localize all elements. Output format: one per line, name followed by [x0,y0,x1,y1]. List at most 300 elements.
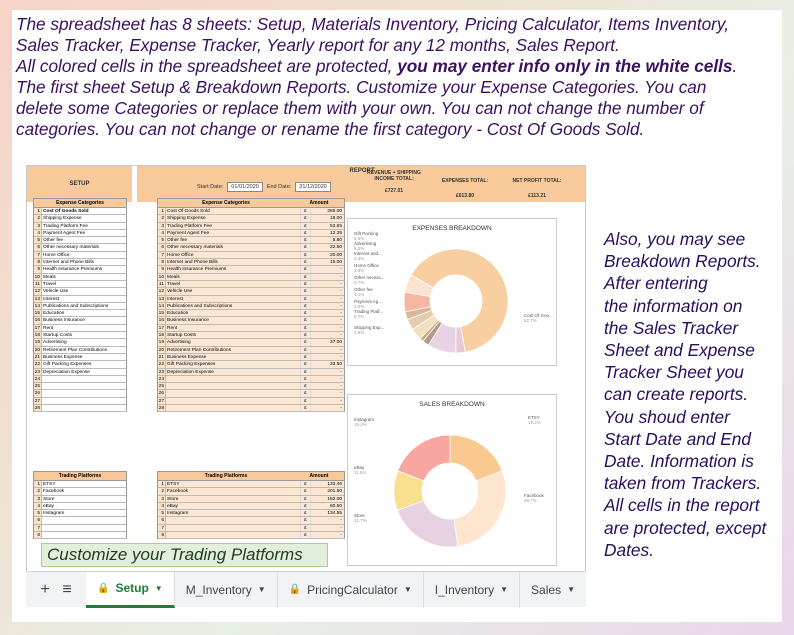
chart-label-name: Other necess... [354,275,385,280]
row-number: 9 [34,266,42,272]
tab-sales[interactable] [520,572,586,608]
chevron-down-icon[interactable]: ▼ [567,585,575,594]
report-expense-row [158,230,345,237]
report-expense-row [158,317,345,324]
expenses-donut [348,219,558,367]
side-note-line: You shoud enter [604,406,730,427]
cell-text [166,517,300,523]
cell-text: Business Insurance [166,317,300,323]
row-number: 2 [158,215,166,221]
end-date-input[interactable]: 31/12/2020 [295,182,331,192]
cell-text[interactable]: Health Insurance Premiums [43,267,103,273]
setup-expense-row[interactable] [34,252,127,259]
all-sheets-menu-icon[interactable]: ≡ [62,580,72,598]
row-number: 4 [158,230,166,236]
row-number: 6 [158,244,166,250]
tab-setup[interactable] [86,572,175,608]
row-number: 6 [34,517,42,523]
cell-text[interactable]: Startup Costs [43,333,73,339]
cell-amount: - [310,332,344,338]
currency-symbol: £ [300,361,310,367]
row-number: 10 [34,274,40,280]
setup-expense-row[interactable] [34,215,127,222]
sales-chart [347,394,557,566]
row-number: 7 [34,252,42,258]
setup-expense-row[interactable] [34,244,127,251]
row-number: 2 [34,215,42,221]
report-expense-row [158,252,345,259]
cell-text[interactable]: Cost Of Goods Sold [43,209,89,214]
report-expense-row [158,237,345,244]
cell-text[interactable]: Meals [43,274,56,280]
report-expense-row [158,376,345,383]
currency-symbol: £ [300,525,310,531]
cell-text: Shipping Expense [166,215,300,221]
row-number: 4 [158,503,166,509]
row-number: 26 [158,391,164,397]
cell-text[interactable]: Other fee [43,238,63,244]
chart-label-value: 3.3% [354,268,365,273]
chart-label-name: eBay [354,465,365,470]
cell-text: Startup Costs [166,332,300,338]
cell-text: Vehicle Use [166,288,300,294]
revenue-label: REVENUE + SHIPPING INCOME TOTAL: [367,170,421,182]
row-number: 3 [158,496,166,502]
row-number: 14 [34,303,40,309]
currency-symbol: £ [300,303,310,309]
report-platform-table [157,471,345,539]
chart-label-name: Cost Of Goo... [524,313,553,318]
cell-text[interactable]: Depreciation Expense [43,369,90,375]
chart-label-name: Trading Platf... [354,309,384,314]
setup-platform-row[interactable] [34,510,127,517]
cell-amount: 133.46 [310,481,344,487]
cell-text: Internet and Phone Bills [166,259,300,265]
cell-amount: - [310,325,344,331]
cell-text[interactable] [42,376,126,382]
cell-text[interactable] [42,398,126,404]
report-expense-row [158,244,345,251]
cell-text[interactable]: Facebook [43,489,65,495]
start-date-label: Start Date: [197,184,224,190]
setup-expense-row[interactable] [34,317,127,324]
intro-line: The spreadsheet has 8 sheets: Setup, Materials Inventory, Pricing Calculator, Items Inventory, [16,14,729,34]
currency-symbol: £ [300,296,310,302]
setup-platform-row[interactable] [34,525,127,532]
currency-symbol: £ [300,281,310,287]
setup-expense-row[interactable] [34,230,127,237]
chart-label-name: Advertising [354,241,377,246]
chart-label-name: Facebook [524,493,544,498]
currency-symbol: £ [300,390,310,396]
cell-text[interactable]: Store [43,496,55,502]
tab-label: Setup [115,581,149,595]
setup-platform-row[interactable] [34,481,127,488]
tab-i-inventory[interactable] [424,572,520,608]
profit-total [502,178,572,199]
chart-label-value: 1.1% [354,292,365,297]
chart-label [354,251,382,261]
cell-text: Meals [166,274,300,280]
setup-expense-row[interactable] [34,303,127,310]
row-number: 8 [158,259,166,265]
setup-expense-row[interactable] [34,310,127,317]
chart-label-value: 21.7% [354,518,367,523]
setup-expense-row[interactable] [34,237,127,244]
tab-pricing-calculator[interactable] [278,572,424,608]
chart-label [354,325,384,335]
row-number: 2 [158,488,166,494]
chart-label-name: Other fee [354,287,373,292]
expenses-chart-title: EXPENSES BREAKDOWN [412,225,492,232]
cell-text [166,376,300,382]
cell-amount: - [310,310,344,316]
intro-line-bold: you may enter info only in the white cells [397,56,733,76]
report-platform-amount-col: Amount [309,473,329,479]
cell-text[interactable]: Publications and Subscriptions [43,303,109,309]
spreadsheet-view[interactable] [26,165,586,605]
report-expense-row [158,303,345,310]
row-number: 21 [158,354,164,360]
donut-slice [398,435,450,481]
report-platform-row [158,503,345,510]
cell-text[interactable]: eBay [43,503,54,509]
chart-label-value: 3.7% [354,280,365,285]
setup-expense-row[interactable] [34,339,127,346]
report-expense-header [158,199,345,208]
cell-amount: - [310,266,344,272]
setup-expense-row[interactable] [34,281,127,288]
chart-label-value: 6.0% [354,246,365,251]
setup-expense-row[interactable] [34,405,127,412]
side-note-line: Also, you may see [604,229,746,249]
chart-label [524,313,553,323]
chart-label [354,417,374,427]
row-number: 11 [159,281,164,287]
cell-amount: 385.00 [310,208,344,214]
cell-text: Cost Of Goods Sold [166,208,300,214]
cell-amount: 152.00 [310,496,344,502]
cell-text[interactable]: Business Insurance [43,318,85,324]
currency-symbol: £ [300,532,310,538]
side-note-line: Dates. [604,539,654,560]
cell-amount: 15.00 [310,259,344,265]
currency-symbol: £ [300,310,310,316]
row-number: 8 [34,259,42,265]
row-number: 20 [34,347,40,353]
setup-expense-row[interactable] [34,223,127,230]
setup-platform-row[interactable] [34,496,127,503]
cell-text[interactable] [42,532,126,538]
chart-label-value: 2.0% [354,304,365,309]
row-number: 20 [158,347,164,353]
revenue-value: £727.01 [384,188,404,194]
row-number: 21 [34,354,40,360]
report-expense-row [158,347,345,354]
sheet-tabs-bar [26,571,586,607]
setup-expense-row[interactable] [34,266,127,273]
cell-text[interactable]: Other necessary materials [43,245,99,251]
cell-text[interactable]: Vehicle Use [43,289,69,295]
cell-text: eBay [166,503,300,509]
revenue-total [359,170,429,194]
row-number: 27 [158,398,164,404]
row-number: 7 [158,252,166,258]
start-date-input[interactable]: 01/01/2020 [227,182,263,192]
cell-text: Travel [166,281,300,287]
intro-line-part: All colored cells in the spreadsheet are protected, [16,56,398,76]
row-number: 12 [34,289,40,295]
row-number: 1 [34,208,42,214]
cell-amount: - [310,296,344,302]
row-number: 15 [158,311,164,317]
setup-expense-row[interactable] [34,332,127,339]
setup-expense-row[interactable] [34,361,127,368]
report-expense-row [158,369,345,376]
customize-platforms-note: Customize your Trading Platforms [41,543,328,567]
row-number: 3 [158,223,166,229]
cell-amount: - [310,354,344,360]
setup-expense-row[interactable] [34,259,127,266]
side-note [604,228,790,561]
currency-symbol: £ [300,510,310,516]
setup-platform-table [33,471,127,539]
cell-amount: - [310,369,344,375]
add-sheet-icon[interactable]: + [40,580,50,598]
report-expense-row [158,274,345,281]
cell-text[interactable]: Travel [43,281,57,287]
currency-symbol: £ [300,376,310,382]
setup-platform-row[interactable] [34,532,127,539]
row-number: 19 [34,340,40,346]
cell-text: Other fee [166,237,300,243]
cell-amount: 53.65 [310,223,344,229]
cell-text: ETSY [166,481,300,487]
setup-expense-row[interactable] [34,369,127,376]
currency-symbol: £ [300,244,310,250]
cell-text[interactable]: Home Office [43,252,70,258]
row-number: 9 [158,266,166,272]
row-number: 6 [34,244,42,250]
report-platform-row [158,481,345,488]
cell-amount: 201.50 [310,488,344,494]
row-number: 18 [158,333,164,339]
setup-platform-header: Trading Platforms [34,472,127,481]
currency-symbol: £ [300,488,310,494]
cell-text[interactable]: Internet and Phone Bills [43,260,94,266]
chart-label-value: 2.9% [354,330,365,335]
cell-text[interactable]: Trading Platform Fee [43,223,88,229]
side-note-line: Breakdown Reports. [604,251,761,272]
row-number: 7 [34,525,42,531]
cell-amount: 18.00 [310,215,344,221]
chart-label-value: 11.5% [354,470,367,475]
report-expense-row [158,405,345,412]
side-note-line: Start Date and End [604,428,751,449]
currency-symbol: £ [300,339,310,345]
currency-symbol: £ [300,383,310,389]
setup-expense-row[interactable] [34,383,127,390]
report-expense-row [158,288,345,295]
row-number: 3 [34,223,42,229]
chart-label-name: ETSY [528,415,540,420]
cell-text[interactable]: Shipping Expense [43,216,82,222]
row-number: 26 [34,391,40,397]
setup-expense-row[interactable] [34,288,127,295]
row-number: 25 [158,384,164,390]
currency-symbol: £ [300,398,310,404]
cell-text: Store [166,496,300,502]
cell-text[interactable]: Education [43,311,65,317]
expenses-chart [347,218,557,366]
cell-amount: - [310,525,344,531]
report-expense-table [157,198,345,412]
chart-label-name: Store [354,513,365,518]
cell-text[interactable]: Instagram [43,511,65,517]
row-number: 5 [34,510,42,516]
cell-text[interactable]: Payment Agent Fee [43,230,86,236]
report-title: REPORT [349,168,375,174]
setup-platform-row[interactable] [34,488,127,495]
report-expense-row [158,325,345,332]
row-number: 28 [158,406,164,412]
setup-expense-row[interactable] [34,376,127,383]
chart-label-name: Payment Ag... [354,299,383,304]
setup-platform-row[interactable] [34,517,127,524]
row-number: 1 [158,481,166,487]
row-number: 8 [158,532,166,538]
expenses-label: EXPENSES TOTAL: [441,178,489,184]
row-number: 1 [158,208,166,214]
setup-expense-row[interactable] [34,296,127,303]
cell-text: Other necessary materials [166,244,300,250]
currency-symbol: £ [300,252,310,258]
setup-expense-row[interactable] [34,354,127,361]
row-number: 28 [34,406,40,412]
cell-text[interactable] [42,383,126,389]
currency-symbol: £ [300,503,310,509]
row-number: 27 [34,398,40,404]
intro-line [16,56,786,77]
report-expense-row [158,208,345,215]
setup-expense-row[interactable] [34,347,127,354]
cell-text[interactable] [42,390,126,396]
setup-platform-row[interactable] [34,503,127,510]
side-note-line: Tracker Sheet you [604,362,744,383]
cell-text[interactable]: Advertising [43,340,67,346]
cell-text[interactable] [42,405,126,411]
report-expense-row [158,215,345,222]
row-number: 2 [34,488,42,494]
chevron-down-icon[interactable]: ▼ [154,583,163,593]
cell-amount: - [310,532,344,538]
chart-label [528,415,541,425]
cell-amount: - [310,390,344,396]
currency-symbol: £ [300,332,310,338]
intro-text [16,14,786,140]
setup-expense-row[interactable] [34,325,127,332]
setup-expense-row[interactable] [34,390,127,397]
cell-amount: - [310,376,344,382]
cell-text[interactable]: Retirement Plan Contributions [43,347,107,353]
setup-expense-row[interactable] [34,208,127,215]
cell-text[interactable]: Gift Packing Expenses [43,362,92,368]
currency-symbol: £ [300,354,310,360]
side-note-line: can create reports. [604,384,749,405]
report-expense-row [158,223,345,230]
currency-symbol: £ [300,405,310,411]
report-header [137,166,586,202]
cell-text[interactable] [42,517,126,523]
chevron-down-icon[interactable]: ▼ [257,585,266,594]
row-number: 6 [158,517,166,523]
tab-label: I_Inventory [434,582,495,597]
chart-label [354,263,379,273]
cell-amount: - [310,347,344,353]
row-number: 12 [158,289,164,295]
chart-label-value: 62.7% [524,318,537,323]
report-expense-row [158,361,345,368]
expenses-value: £613.80 [455,193,475,199]
cell-amount: 33.50 [310,361,344,367]
intro-line: Sales Tracker, Expense Tracker, Yearly report for any 12 months, Sales Report. [16,35,620,55]
cell-text: Instagram [166,510,300,516]
chart-label [354,299,382,309]
cell-text[interactable] [42,525,126,531]
row-number: 13 [34,296,40,302]
tab-label: M_Inventory [185,582,252,597]
cell-text[interactable]: Rent [43,325,54,331]
cell-amount: - [310,398,344,404]
side-note-line: All cells in the report [604,495,760,516]
row-number: 11 [35,281,40,287]
row-number: 16 [158,318,164,324]
chevron-down-icon[interactable]: ▼ [403,585,412,594]
chevron-down-icon[interactable]: ▼ [500,585,509,594]
profit-label: NET PROFIT TOTAL: [512,178,562,184]
cell-text: Education [166,310,300,316]
currency-symbol: £ [300,369,310,375]
setup-expense-table [33,198,127,412]
chart-label [354,231,378,241]
report-platform-header [158,472,345,481]
cell-text[interactable]: ETSY [43,482,56,487]
tab-m-inventory[interactable] [175,572,278,608]
chart-label-name: Internet and... [354,251,382,256]
cell-text [166,532,300,538]
cell-text [166,525,300,531]
cell-text[interactable]: Business Expense [43,354,83,360]
currency-symbol: £ [300,481,310,487]
chart-label-value: 5.5% [354,236,365,241]
row-number: 15 [34,311,40,317]
row-number: 22 [158,362,164,368]
report-expense-row [158,266,345,273]
side-note-line: taken from Trackers. [604,473,762,494]
currency-symbol: £ [300,230,310,236]
report-expense-row [158,383,345,390]
setup-expense-header: Expense Categories [34,199,127,208]
cell-text[interactable]: Interest [43,296,59,302]
row-number: 14 [158,303,164,309]
setup-expense-row[interactable] [34,398,127,405]
report-expense-row [158,354,345,361]
cell-text: Interest [166,296,300,302]
currency-symbol: £ [300,317,310,323]
setup-expense-row[interactable] [34,274,127,281]
date-range [197,182,331,192]
report-platform-row [158,525,345,532]
